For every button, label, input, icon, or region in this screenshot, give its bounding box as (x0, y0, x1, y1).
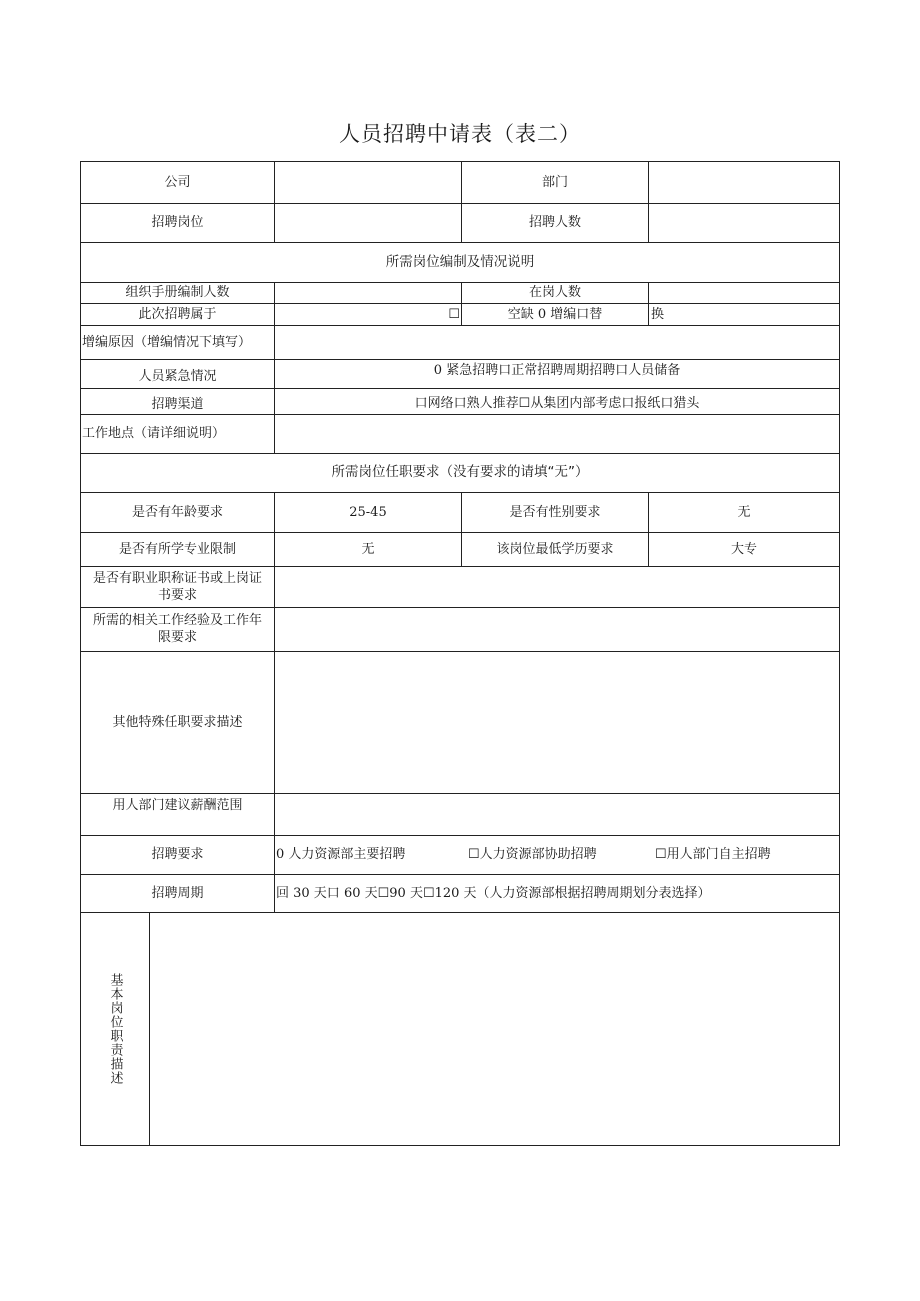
section-staffing-title: 所需岗位编制及情况说明 (385, 253, 535, 270)
recruit-period-label: 招聘周期 (151, 885, 204, 901)
salary-field[interactable] (275, 793, 839, 835)
experience-label (81, 607, 274, 651)
education-label: 该岗位最低学历要求 (496, 541, 614, 557)
age-value[interactable]: 25-45 (349, 504, 387, 520)
special-requirements-label: 其他特殊任职要求描述 (112, 714, 243, 730)
urgency-label: 人员紧急情况 (138, 369, 217, 384)
onpost-label: 在岗人数 (528, 285, 581, 300)
increase-reason-label: 增编原因（增编情况下填写） (82, 334, 252, 350)
company-field[interactable] (275, 162, 461, 203)
company-label: 公司 (164, 175, 191, 190)
department-label: 部门 (541, 175, 568, 190)
recruit-method-option-hr-main[interactable]: 0 人力资源部主要招聘 (276, 847, 406, 862)
section-requirements-title: 所需岗位任职要求（没有要求的请填“无”） (331, 464, 589, 480)
duty-description-label: 基本岗位职责描述 (107, 973, 123, 1085)
hire-type-tail: 换 (651, 306, 665, 322)
headcount-label: 招聘人数 (528, 215, 581, 230)
gender-value[interactable]: 无 (737, 504, 751, 520)
recruit-method-label: 招聘要求 (151, 847, 204, 862)
increase-reason-field[interactable] (275, 325, 839, 359)
hire-type-label: 此次招聘属于 (138, 306, 217, 322)
application-form-table (80, 161, 840, 1146)
certificate-label-line2: 书要求 (157, 587, 197, 603)
major-label: 是否有所学专业限制 (118, 541, 236, 557)
recruit-period-options[interactable]: 回 30 天口 60 天☐90 天☐120 天（人力资源部根据招聘周期划分表选择） (276, 885, 711, 901)
duty-description-field[interactable] (150, 912, 839, 1146)
special-requirements-field[interactable] (275, 651, 839, 793)
channel-options[interactable]: 口网络口熟人推荐☐从集团内部考虑口报纸口猎头 (414, 395, 700, 411)
gender-label: 是否有性别要求 (509, 504, 601, 520)
location-field[interactable] (275, 414, 839, 453)
certificate-field[interactable] (275, 566, 839, 607)
org-quota-field[interactable] (275, 282, 461, 303)
position-label: 招聘岗位 (151, 215, 204, 230)
experience-label-line2: 限要求 (157, 630, 197, 645)
certificate-label (81, 566, 274, 607)
experience-field[interactable] (275, 607, 839, 651)
headcount-field[interactable] (649, 203, 839, 242)
education-value[interactable]: 大专 (730, 541, 757, 557)
experience-label-line1: 所需的相关工作经验及工作年 (92, 613, 262, 628)
position-field[interactable] (275, 203, 461, 242)
hire-type-checkbox[interactable]: ☐ (448, 306, 460, 322)
recruit-method-option-dept-self[interactable]: ☐用人部门自主招聘 (655, 847, 771, 862)
department-field[interactable] (649, 162, 839, 203)
certificate-label-line1: 是否有职业职称证书或上岗证 (92, 570, 262, 586)
location-label: 工作地点（请详细说明） (82, 426, 226, 441)
hire-type-options[interactable]: 空缺 0 增编口替 (507, 306, 603, 322)
duty-description-label-cell (81, 912, 149, 1146)
major-value[interactable]: 无 (361, 541, 375, 557)
urgency-options[interactable]: 0 紧急招聘口正常招聘周期招聘口人员储备 (433, 363, 681, 378)
age-label: 是否有年龄要求 (131, 504, 223, 520)
salary-label: 用人部门建议薪酬范围 (112, 798, 243, 813)
recruit-method-option-hr-assist[interactable]: ☐人力资源部协助招聘 (468, 847, 597, 862)
page-title: 人员招聘中请表（表二） (339, 122, 581, 146)
onpost-field[interactable] (649, 282, 839, 303)
channel-label: 招聘渠道 (151, 396, 204, 412)
org-quota-label: 组织手册编制人数 (125, 285, 230, 300)
